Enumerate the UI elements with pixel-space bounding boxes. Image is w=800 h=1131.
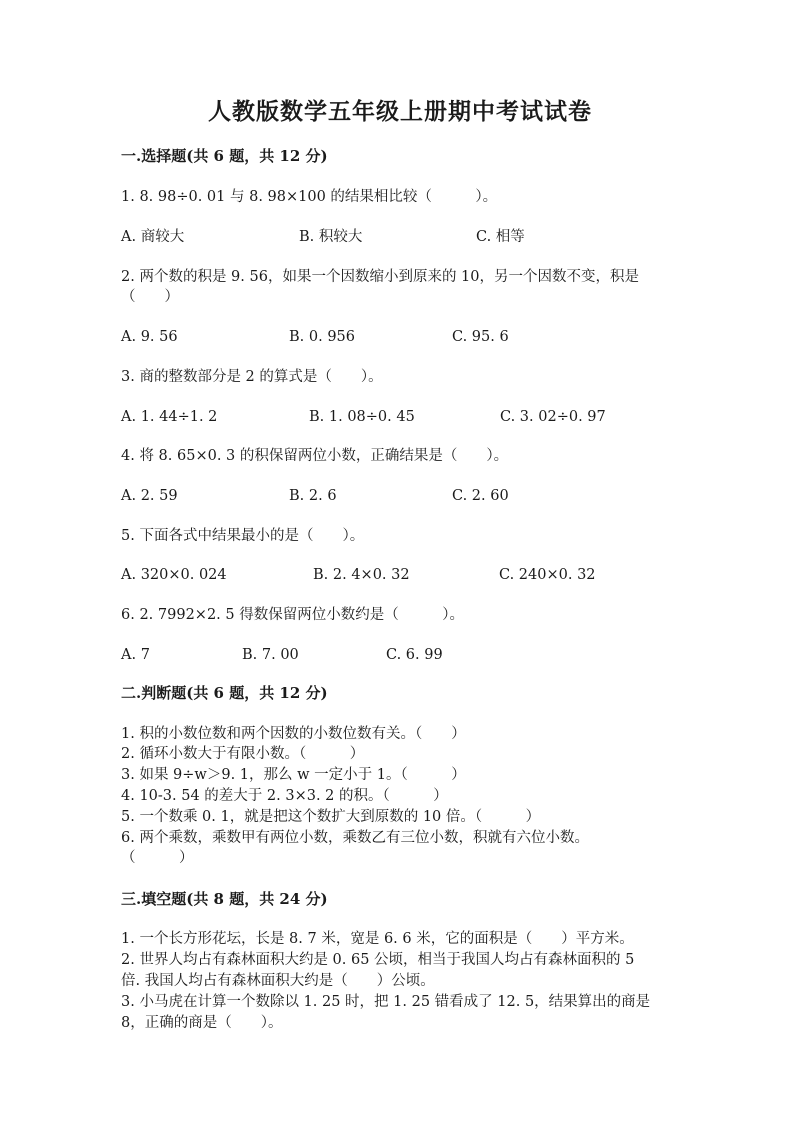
option-b: B. 7. 00	[242, 647, 299, 663]
fill-blank-line: 倍. 我国人均占有森林面积大约是（ ）公顷。	[121, 973, 435, 989]
fill-blank-line: 2. 世界人均占有森林面积大约是 0. 65 公顷，相当于我国人均占有森林面积的 5	[121, 952, 635, 968]
option-b: B. 1. 08÷0. 45	[309, 409, 415, 425]
section-header-judgement: 二.判断题(共 6 题，共 12 分)	[121, 684, 328, 702]
option-b: B. 2. 6	[289, 488, 337, 504]
section-header-fill-blank: 三.填空题(共 8 题，共 24 分)	[121, 890, 328, 908]
question-line: 1. 8. 98÷0. 01 与 8. 98×100 的结果相比较（ ）。	[121, 189, 498, 205]
question-line: 2. 两个数的积是 9. 56，如果一个因数缩小到原来的 10，另一个因数不变，积是	[121, 269, 640, 285]
judgement-line: 4. 10-3. 54 的差大于 2. 3×3. 2 的积。（ ）	[121, 788, 448, 804]
option-a: A. 商较大	[121, 229, 185, 245]
option-a: A. 7	[121, 647, 150, 663]
judgement-line: 5. 一个数乘 0. 1，就是把这个数扩大到原数的 10 倍。（ ）	[121, 809, 541, 825]
option-b: B. 积较大	[299, 229, 363, 245]
question-line: 5. 下面各式中结果最小的是（ ）。	[121, 528, 365, 544]
question-line: 6. 2. 7992×2. 5 得数保留两位小数约是（ ）。	[121, 607, 464, 623]
option-a: A. 1. 44÷1. 2	[121, 409, 218, 425]
judgement-line: 1. 积的小数位数和两个因数的小数位数有关。（ ）	[121, 726, 466, 742]
option-b: B. 0. 956	[289, 329, 355, 345]
judgement-line: 3. 如果 9÷w＞9. 1，那么 w 一定小于 1。（ ）	[121, 767, 466, 783]
option-a: A. 9. 56	[121, 329, 178, 345]
option-c: C. 相等	[476, 229, 525, 245]
option-a: A. 2. 59	[121, 488, 178, 504]
option-a: A. 320×0. 024	[121, 567, 227, 583]
judgement-line: 6. 两个乘数，乘数甲有两位小数，乘数乙有三位小数，积就有六位小数。	[121, 830, 589, 846]
option-c: C. 2. 60	[452, 488, 509, 504]
option-c: C. 95. 6	[452, 329, 509, 345]
fill-blank-line: 1. 一个长方形花坛，长是 8. 7 米，宽是 6. 6 米，它的面积是（ ）平方米。	[121, 931, 634, 947]
option-c: C. 240×0. 32	[499, 567, 596, 583]
fill-blank-line: 8，正确的商是（ ）。	[121, 1015, 283, 1031]
question-line: 3. 商的整数部分是 2 的算式是（ ）。	[121, 369, 383, 385]
option-c: C. 6. 99	[386, 647, 443, 663]
fill-blank-line: 3. 小马虎在计算一个数除以 1. 25 时，把 1. 25 错看成了 12. 5，结果算出的商是	[121, 994, 651, 1010]
section-header-choice: 一.选择题(共 6 题，共 12 分)	[121, 147, 328, 165]
option-c: C. 3. 02÷0. 97	[500, 409, 606, 425]
option-b: B. 2. 4×0. 32	[313, 567, 410, 583]
judgement-line: 2. 循环小数大于有限小数。（ ）	[121, 746, 365, 762]
question-line: （ ）	[121, 289, 179, 305]
page-title: 人教版数学五年级上册期中考试试卷	[208, 98, 592, 125]
question-line: 4. 将 8. 65×0. 3 的积保留两位小数，正确结果是（ ）。	[121, 448, 509, 464]
judgement-line: （ ）	[121, 850, 194, 866]
